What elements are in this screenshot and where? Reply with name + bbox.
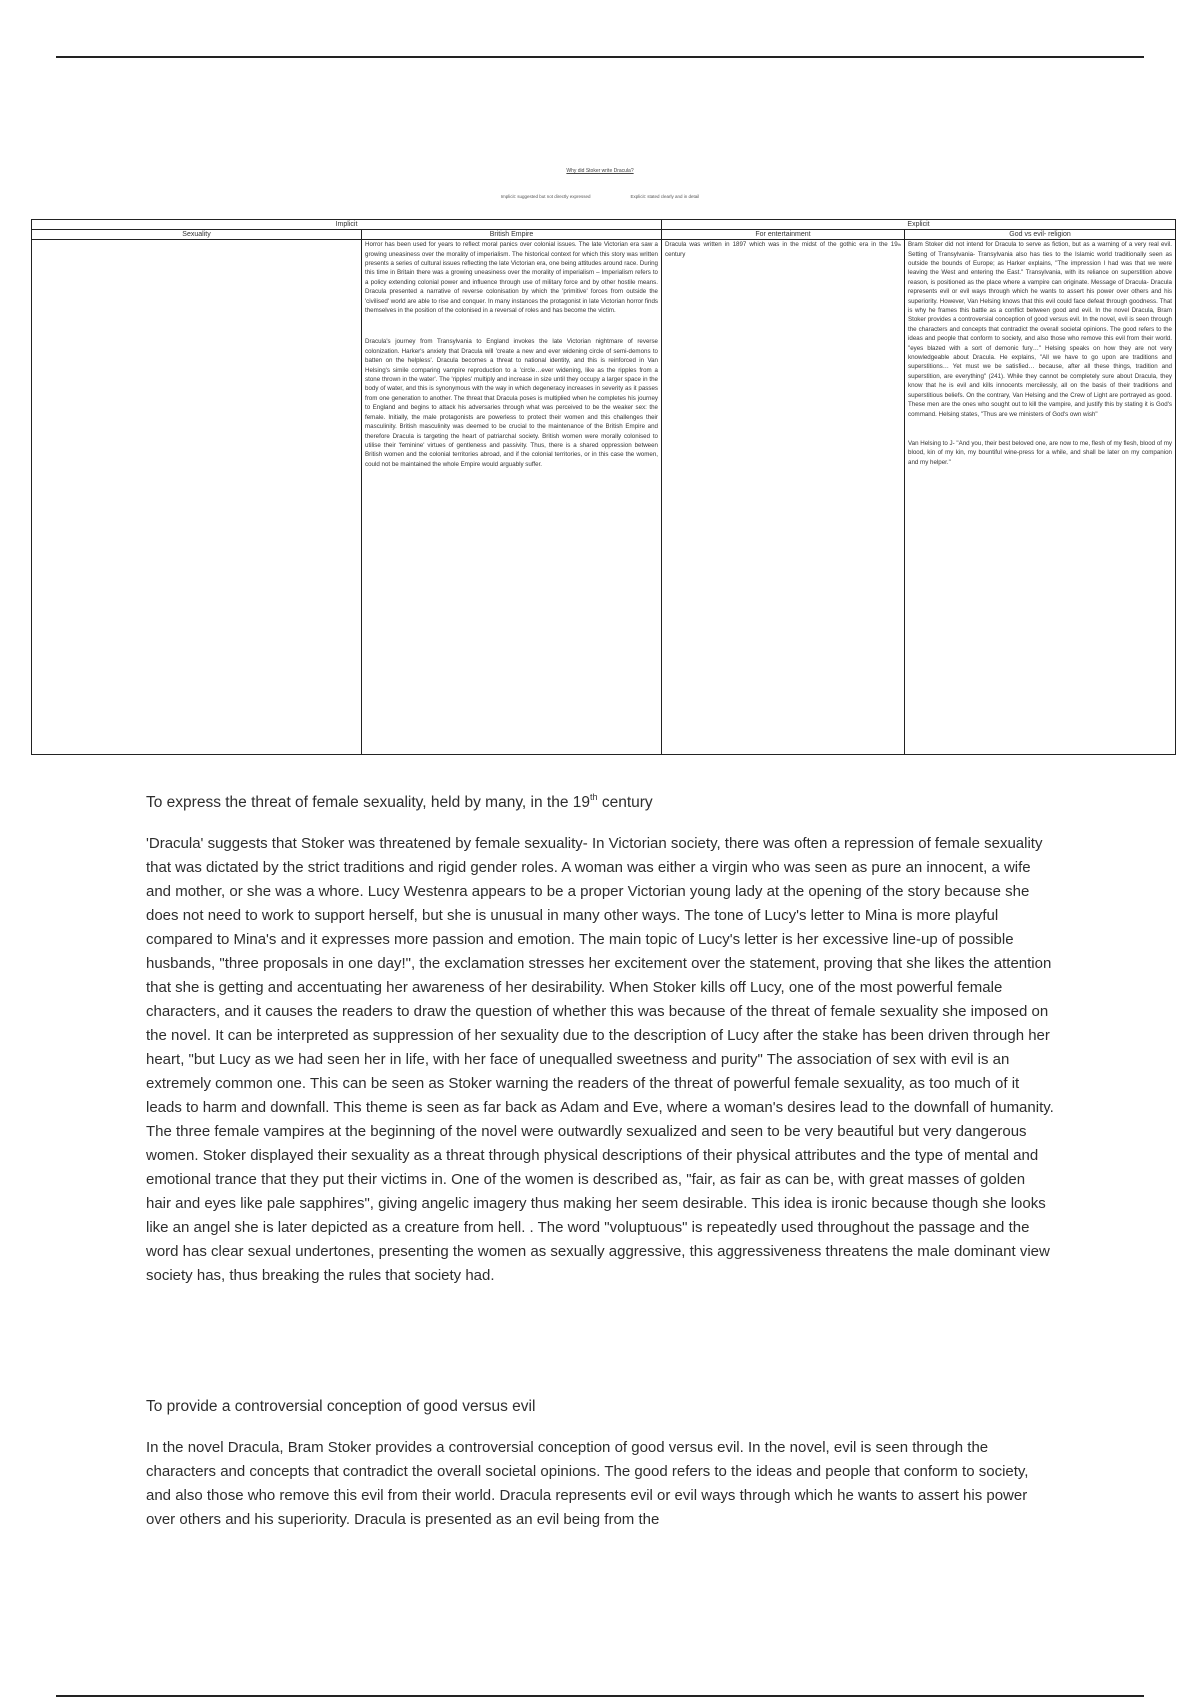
cell-entertainment bbox=[662, 240, 905, 755]
british-empire-paragraph-1: Horror has been used for years to reflect moral panics over colonial issues. The late Victorian era saw a growing uneasiness over the morality of imperialism. The historical context for which this story was written presents a series of cultural issues reflecting the late Victorian era, one being attitudes around race. During this time in Britain there was a growing uneasiness over the morality of imperialism – Imperialism refers to a policy extending colonial power and influence through use of military force and by other hostile means. Dracula presented a narrative of reverse colonisation by which the 'primitive' forces from outside the 'civilised' world are able to rise and conquer. In many instances the protagonist in late Victorian horror finds themselves in the position of the colonised in a reversal of roles and has become the victim. bbox=[365, 241, 658, 315]
cell-british-empire bbox=[362, 240, 662, 755]
cell-religion bbox=[905, 240, 1176, 755]
column-header-sexuality: Sexuality bbox=[32, 230, 362, 240]
heading-text-end: century bbox=[597, 794, 653, 811]
column-header-entertainment: For entertainment bbox=[662, 230, 905, 240]
summary-table bbox=[31, 219, 1176, 755]
group-header-explicit: Explicit bbox=[662, 220, 1176, 230]
page-title: Why did Stoker write Dracula? bbox=[566, 168, 634, 174]
paragraph-good-vs-evil: In the novel Dracula, Bram Stoker provides a controversial conception of good versus evil. In the novel, evil is seen through the characters and concepts that contradict the overall societal opinions. The good refers to the ideas and people that conform to society, and also those who remove this evil from their world. Dracula represents evil or evil ways through which he wants to assert his power over others and his superiority. Dracula is presented as an evil being from the bbox=[146, 1439, 1029, 1528]
section-heading-good-vs-evil: To provide a controversial conception of good versus evil bbox=[146, 1398, 536, 1415]
top-rule bbox=[56, 56, 1144, 58]
bottom-rule bbox=[56, 1695, 1144, 1697]
cell-sexuality bbox=[32, 240, 362, 755]
religion-paragraph-1: Bram Stoker did not intend for Dracula to serve as fiction, but as a warning of a very real evil. Setting of Transylvania- Transylvania also has ties to the Islamic world traditionally seen as outside the bounds of Europe; as Harker explains, "The impression I had was that we were leaving the West and entering the East." Transylvania, with its reliance on superstition above reason, is positioned as the place where a vampire can originate. Message of Dracula- Dracula represents evil or evil ways through which he wants to assert his power over others and his superiority. However, Van Helsing knows that this evil could face defeat through goodness. That is why he frames this battle as a conflict between good and evil. In the novel Dracula, Bram Stoker provides a controversial conception of good versus evil. In the novel, evil is seen through the characters and concepts that contradict the overall societal opinions. The good refers to the ideas and people that conform to society, and also those who remove this evil from their world. "eyes blazed with a sort of demonic fury…" Helsing speaks on how they are not very knowledgeable about Dracula. He explains, "All we have to go upon are traditions and superstitions… Yet must we be satisfied… because, after all these things, tradition and superstition, are everything" (241). While they cannot be completely sure about Dracula, they know that he is evil and kills innocents mercilessly, all on the basis of their traditions and superstitious beliefs. On the contrary, Van Helsing and the Crew of Light are portrayed as good. These men are the ones who sought out to kill the vampire, and justify this by stating it is God's command. Helsing states, "Thus are we ministers of God's own wish" bbox=[908, 241, 1172, 418]
section-body-female-sexuality bbox=[146, 832, 1054, 1288]
group-header-implicit: Implicit bbox=[32, 220, 662, 230]
religion-paragraph-2: Van Helsing to J- "And you, their best beloved one, are now to me, flesh of my flesh, blood of my blood, kin of my kin, my bountiful wine-press for a while, and shall be later on my companion and my helper." bbox=[908, 439, 1172, 466]
legend-explicit: Explicit: stated clearly and in detail bbox=[630, 194, 700, 199]
entertainment-superscript: th bbox=[897, 242, 901, 248]
section-body-good-vs-evil bbox=[146, 1436, 1054, 1532]
entertainment-text-end: century bbox=[665, 250, 686, 258]
heading-superscript: th bbox=[590, 792, 598, 802]
heading-text-start: To express the threat of female sexuality, held by many, in the 19 bbox=[146, 794, 590, 811]
column-header-religion: God vs evil- religion bbox=[905, 230, 1176, 240]
section-heading-female-sexuality bbox=[146, 794, 653, 812]
entertainment-text-start: Dracula was written in 1897 which was in the midst of the gothic era in the 19 bbox=[665, 241, 898, 249]
paragraph-female-sexuality: 'Dracula' suggests that Stoker was threatened by female sexuality- In Victorian society, there was often a repression of female sexuality that was dictated by the strict traditions and rigid gender roles. A woman was either a virgin who was seen as pure an innocent, a wife and mother, or she was a whore. Lucy Westenra appears to be a proper Victorian young lady at the opening of the story because she does not need to work to support herself, but she is unusual in many other ways. The tone of Lucy's letter to Mina is more playful compared to Mina's and it expresses more passion and emotion. The main topic of Lucy's letter is her excessive line-up of possible husbands, "three proposals in one day!", the exclamation stresses her excitement over the statement, proving that she likes the attention that she is getting and accentuating her awareness of her desirability. When Stoker kills off Lucy, one of the most powerful female characters, and it causes the readers to draw the question of whether this was because of the threat of female sexuality she imposed on the novel. It can be interpreted as suppression of her sexuality due to the description of Lucy after the stake has been driven through her heart, "but Lucy as we had seen her in life, with her face of unequalled sweetness and purity" The association of sex with evil is an extremely common one. This can be seen as Stoker warning the readers of the threat of powerful female sexuality, as too much of it leads to harm and downfall. This theme is seen as far back as Adam and Eve, where a woman's desires lead to the downfall of humanity. The three female vampires at the beginning of the novel were outwardly sexualized and seen to be very beautiful but very dangerous women. Stoker displayed their sexuality as a threat through physical descriptions of their physical attributes and the type of mental and emotional trance that they put their victims in. One of the women is described as, "fair, as fair as can be, with great masses of golden hair and eyes like pale sapphires", giving angelic imagery thus making her seem desirable. This idea is ironic because though she looks like an angel she is later depicted as a creature from hell. . The word "voluptuous" is repeatedly used throughout the passage and the word has clear sexual undertones, presenting the women as sexually aggressive, this aggressiveness threatens the male dominant view society has, thus breaking the rules that society had. bbox=[146, 835, 1054, 1284]
legend-implicit: Implicit: suggested but not directly expressed bbox=[500, 194, 591, 199]
british-empire-paragraph-2: Dracula's journey from Transylvania to England invokes the late Victorian nightmare of reverse colonization. Harker's anxiety that Dracula will 'create a new and ever widening circle of semi-demons to batten on the helpless'. Dracula becomes a threat to national identity, and this is reinforced in Van Helsing's simile comparing vampire reproduction to a 'circle…ever widening, like as the ripples from a stone thrown in the water'. The 'ripples' multiply and increase in size until they occupy a larger space in the body of water, and this is synonymous with the way in which degeneracy increases in severity as it passes from one generation to another. The threat that Dracula poses is multiplied when he completes his journey to England and begins to attack his adversaries through what was perceived to be the weaker sex: the female. Initially, the male protagonists are powerless to protect their women and this challenges their masculinity. British masculinity was deemed to be crucial to the maintenance of the British Empire and therefore Dracula is targeting the heart of patriarchal society. British women were morally colonised to utilise their 'feminine' virtues of gentleness and passivity. Thus, there is a shared oppression between British women and the colonial territories abroad, and if the colonial territories, or in this case the women, could not be maintained the whole Empire would arguably suffer. bbox=[365, 338, 658, 468]
legend bbox=[0, 194, 1200, 199]
column-header-british-empire: British Empire bbox=[362, 230, 662, 240]
